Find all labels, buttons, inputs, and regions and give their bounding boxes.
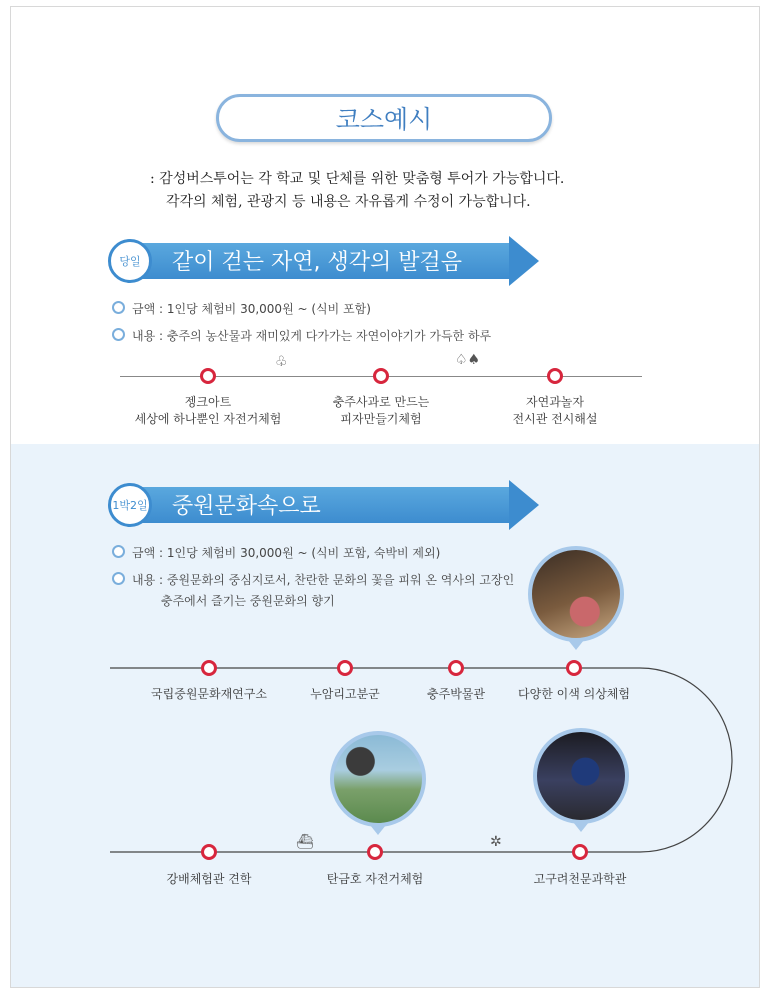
course2-row1-node	[448, 660, 464, 676]
page-title: 코스예시	[335, 105, 433, 134]
course2-row1-node	[337, 660, 353, 676]
course2-row2-label: 탄금호 자전거체험	[326, 872, 424, 886]
stop-line: 충주사과로 만드는	[332, 395, 430, 409]
course2-row2-label: 고구려천문과학관	[533, 872, 627, 886]
course2-row1-label: 다양한 이색 의상체험	[518, 687, 630, 701]
course1-badge: 당일	[108, 239, 152, 283]
course2-content-cont: 충주에서 즐기는 중원문화의 향기	[161, 594, 335, 608]
stop-line: 피자만들기체험	[340, 412, 422, 426]
star-icon: ✲	[490, 834, 502, 850]
course2-row1-node	[566, 660, 582, 676]
course2-row1-label: 충주박물관	[427, 687, 485, 701]
course2-row2-node	[367, 844, 383, 860]
course1-content-text: 내용 : 충주의 농산물과 재미있게 다가가는 자연이야기가 가득한 하루	[132, 329, 492, 343]
course2-row2-label: 강배체험관 견학	[166, 872, 252, 886]
course2-badge: 1박2일	[108, 483, 152, 527]
course2-price-text: 금액 : 1인당 체험비 30,000원 ~ (식비 포함, 숙박비 제외)	[132, 546, 441, 560]
course2-row1-label: 누암리고분군	[310, 687, 380, 701]
course2-row2-node	[572, 844, 588, 860]
course2-content-text: 내용 : 중원문화의 중심지로서, 찬란한 문화의 꽃을 피워 온 역사의 고장인	[132, 573, 515, 587]
intro-line-1: : 감성버스투어는 각 학교 및 단체를 위한 맞춤형 투어가 가능합니다.	[150, 171, 565, 187]
course2-row1-node	[201, 660, 217, 676]
stop-line: 자연과놀자	[526, 395, 584, 409]
stop-line: 젱크아트	[184, 395, 232, 409]
stop-line: 전시관 전시해설	[512, 412, 598, 426]
tree-icon: ♧	[275, 354, 288, 370]
boat-icon: ⛴	[296, 834, 314, 850]
stop-line: 세상에 하나뿐인 자전거체험	[134, 412, 282, 426]
course2-title: 중원문화속으로	[172, 494, 321, 519]
course2-row1-label: 국립중원문화재연구소	[151, 687, 267, 701]
trees-icon: ♤♠	[455, 352, 481, 368]
intro-line-2: 각각의 체험, 관광지 등 내용은 자유롭게 수정이 가능합니다.	[166, 194, 531, 210]
course1-title: 같이 걷는 자연, 생각의 발걸음	[172, 250, 462, 275]
course1-price-text: 금액 : 1인당 체험비 30,000원 ~ (식비 포함)	[132, 302, 371, 316]
course2-row2-node	[201, 844, 217, 860]
